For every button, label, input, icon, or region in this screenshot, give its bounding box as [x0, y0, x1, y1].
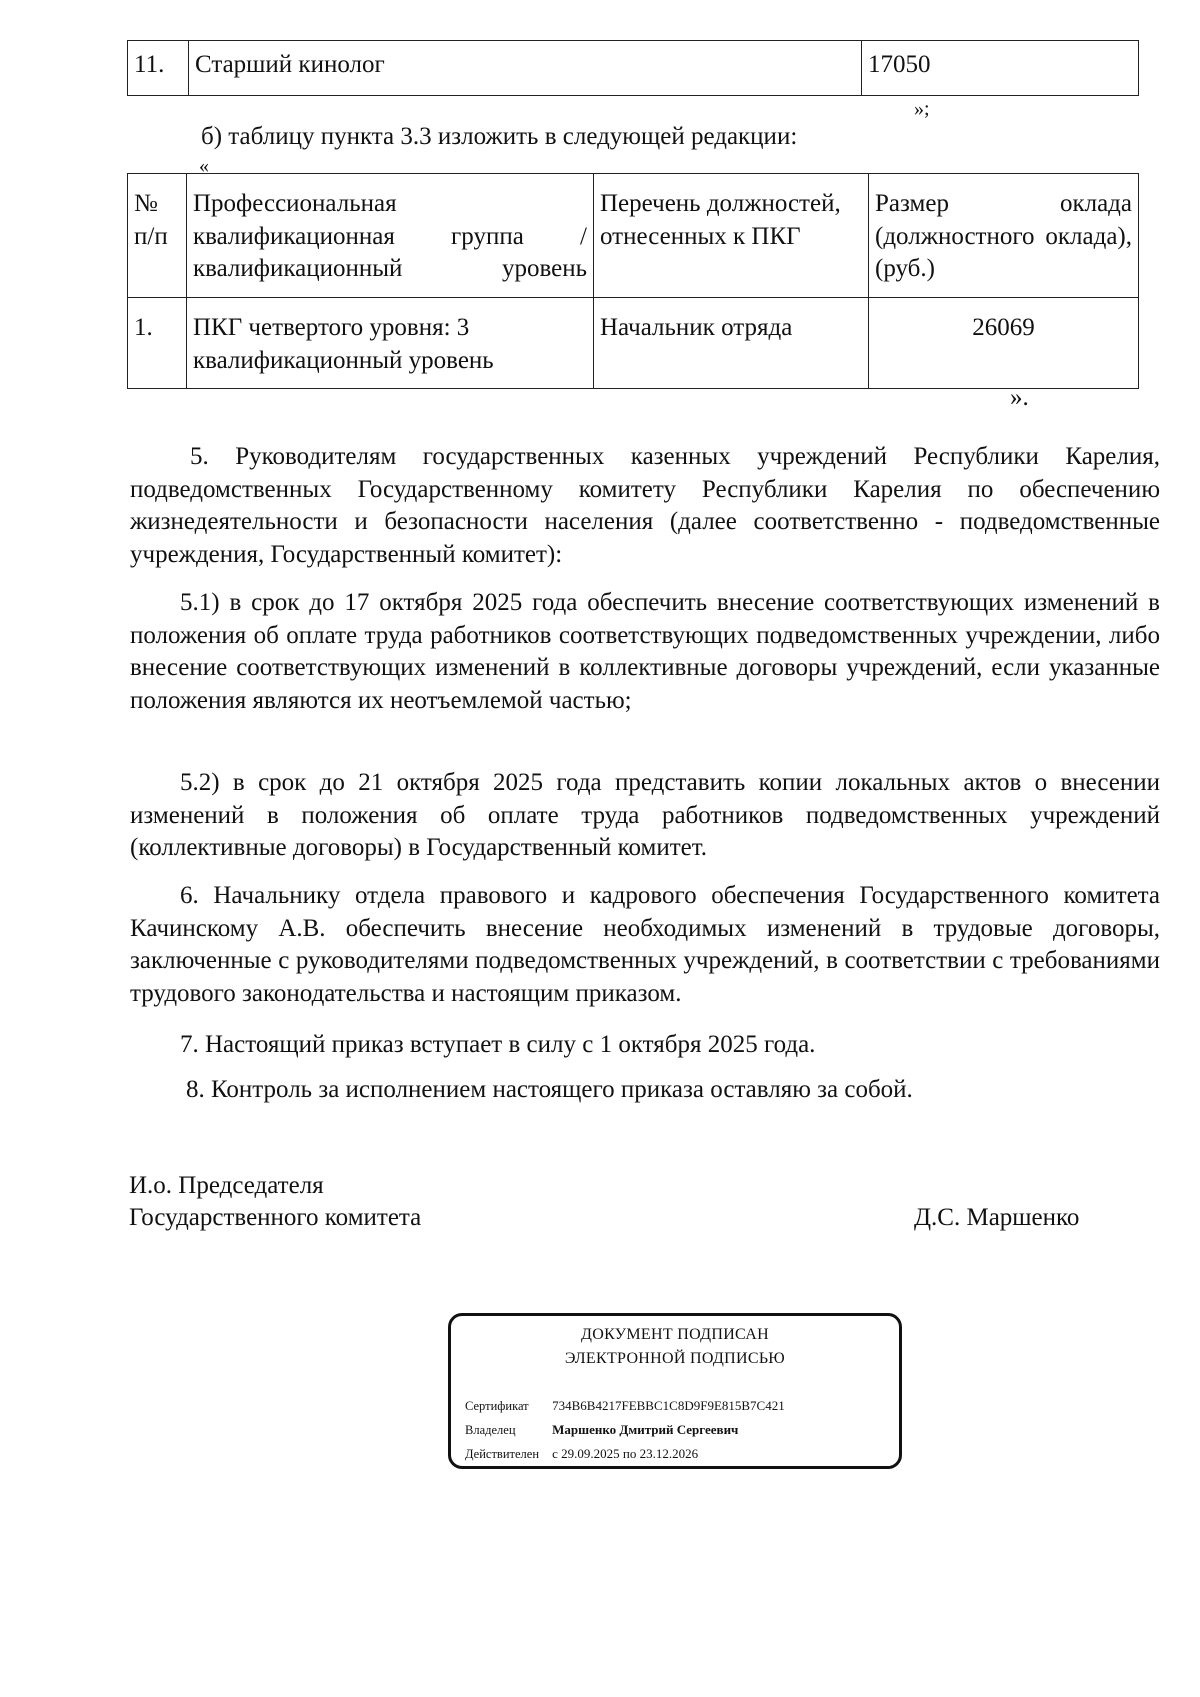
table-row [128, 41, 1139, 96]
header-salary: Размер оклада (должностного оклада), (руб.) [869, 174, 1139, 298]
salary-table-previous [127, 40, 1139, 96]
table-header-row [128, 174, 1139, 298]
stamp-line2: ЭЛЕКТРОННОЙ ПОДПИСЬЮ [564, 1350, 786, 1367]
row-number: 11. [128, 41, 189, 96]
paragraph-7: 7. Настоящий приказ вступает в силу с 1 октября 2025 года. [180, 1031, 816, 1058]
stamp-validity-value: с 29.09.2025 по 23.12.2026 [552, 1446, 699, 1461]
electronic-signature-stamp [448, 1313, 902, 1469]
salary-value: 17050 [862, 41, 1139, 96]
stamp-validity-label: Действителен [465, 1447, 540, 1461]
closing-quote-1: »; [914, 98, 930, 120]
opening-quote: « [199, 155, 209, 177]
row-number: 1. [128, 298, 187, 389]
stamp-owner-value: Маршенко Дмитрий Сергеевич [552, 1422, 739, 1437]
stamp-owner [465, 1422, 738, 1438]
row-group: ПКГ четвертого уровня: 3 квалификационный уровень [187, 298, 594, 389]
row-salary: 26069 [869, 298, 1139, 389]
header-positions: Перечень должностей, отнесенных к ПКГ [594, 174, 869, 298]
header-num: № п/п [128, 174, 187, 298]
stamp-validity [465, 1446, 698, 1462]
stamp-owner-label: Владелец [465, 1423, 516, 1437]
header-group: Профессиональная квалификационная группа / квалификационный уровень [187, 174, 594, 298]
paragraph-5-1: 5.1) в срок до 17 октября 2025 года обеспечить внесение соответствующих изменений в положения об оплате труда работников соответствующих подведомственных учреждении, либо внесение соответствующих изменений в коллективные договоры учреждений, если указанные положения являются их неотъемлемой частью; [130, 589, 1160, 714]
signer-name: Д.С. Маршенко [914, 1204, 1080, 1231]
table-row [128, 298, 1139, 389]
stamp-line1: ДОКУМЕНТ ПОДПИСАН [581, 1326, 769, 1343]
salary-table-3-3 [127, 173, 1139, 389]
intro-b-text: б) таблицу пункта 3.3 изложить в следующей редакции: [201, 123, 798, 150]
paragraph-6: 6. Начальнику отдела правового и кадрового обеспечения Государственного комитета Качинскому А.В. обеспечить внесение необходимых изменений в трудовые договоры, заключенные с руководителями подведомственных учреждений, в соответствии с требованиями трудового законодательства и настоящим приказом. [130, 882, 1160, 1007]
paragraph-5: 5. Руководителям государственных казенных учреждений Республики Карелия, подведомственных Государственному комитету Республики Карелия по обеспечению жизнедеятельности и безопасности населения (далее соответственно - подведомственные учреждения, Государственный комитет): [130, 443, 1160, 568]
signer-title [129, 1170, 421, 1234]
signer-title-line2: Государственного комитета [129, 1204, 422, 1231]
row-position: Начальник отряда [594, 298, 869, 389]
paragraph-5-2: 5.2) в срок до 21 октября 2025 года представить копии локальных актов о внесении изменений в положения об оплате труда работников подведомственных учреждений (коллективные договоры) в Государственный комитет. [130, 769, 1160, 861]
stamp-certificate [465, 1398, 785, 1414]
closing-quote-2: ». [1010, 384, 1029, 411]
stamp-certificate-value: 734B6B4217FEBBC1C8D9F9E815B7C421 [552, 1398, 785, 1413]
signer-title-line1: И.о. Председателя [129, 1172, 324, 1199]
paragraph-8: 8. Контроль за исполнением настоящего приказа оставляю за собой. [186, 1076, 913, 1103]
stamp-certificate-label: Сертификат [465, 1399, 529, 1413]
position-name: Старший кинолог [189, 41, 862, 96]
